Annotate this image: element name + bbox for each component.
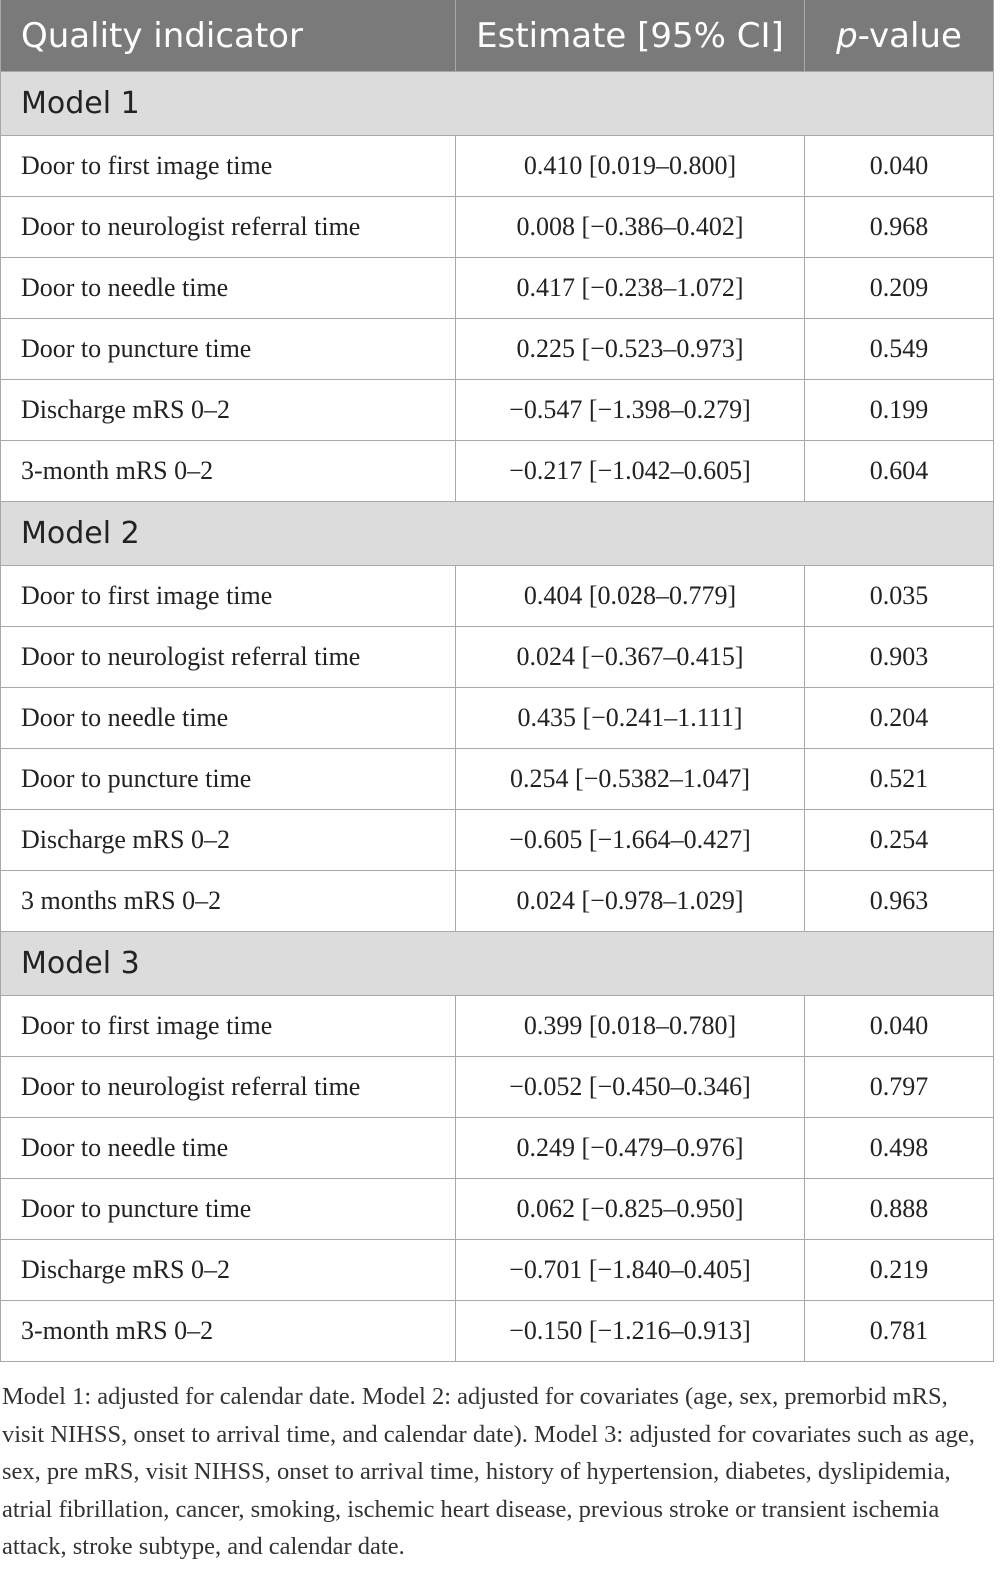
table-row	[1, 749, 994, 810]
estimate-cell: −0.605 [−1.664–0.427]	[456, 810, 805, 871]
estimate-cell: 0.249 [−0.479–0.976]	[456, 1118, 805, 1179]
table-body	[1, 72, 994, 1362]
header-estimate: Estimate [95% CI]	[456, 0, 805, 72]
estimate-cell: 0.399 [0.018–0.780]	[456, 996, 805, 1057]
estimate-cell: −0.150 [−1.216–0.913]	[456, 1301, 805, 1362]
table-row	[1, 688, 994, 749]
model-title: Model 2	[1, 502, 994, 566]
indicator-cell: Door to puncture time	[1, 1179, 456, 1240]
p-value-cell: 0.549	[805, 319, 994, 380]
table-row	[1, 197, 994, 258]
indicator-cell: Door to neurologist referral time	[1, 197, 456, 258]
indicator-cell: Door to puncture time	[1, 319, 456, 380]
p-value-cell: 0.968	[805, 197, 994, 258]
p-value-cell: 0.199	[805, 380, 994, 441]
header-quality-indicator: Quality indicator	[1, 0, 456, 72]
p-value-cell: 0.035	[805, 566, 994, 627]
indicator-cell: Door to neurologist referral time	[1, 1057, 456, 1118]
p-value-cell: 0.963	[805, 871, 994, 932]
estimate-cell: 0.008 [−0.386–0.402]	[456, 197, 805, 258]
indicator-cell: Door to first image time	[1, 996, 456, 1057]
indicator-cell: Door to puncture time	[1, 749, 456, 810]
table-row	[1, 566, 994, 627]
table-row	[1, 1301, 994, 1362]
table-row	[1, 996, 994, 1057]
table-row	[1, 1057, 994, 1118]
indicator-cell: Door to needle time	[1, 1118, 456, 1179]
p-value-cell: 0.209	[805, 258, 994, 319]
p-value-cell: 0.604	[805, 441, 994, 502]
indicator-cell: 3 months mRS 0–2	[1, 871, 456, 932]
p-value-cell: 0.254	[805, 810, 994, 871]
indicator-cell: Discharge mRS 0–2	[1, 810, 456, 871]
indicator-cell: Door to needle time	[1, 688, 456, 749]
p-value-cell: 0.797	[805, 1057, 994, 1118]
header-p-rest: -value	[857, 15, 962, 56]
table-row	[1, 136, 994, 197]
indicator-cell: 3-month mRS 0–2	[1, 441, 456, 502]
estimate-cell: 0.410 [0.019–0.800]	[456, 136, 805, 197]
p-value-cell: 0.040	[805, 136, 994, 197]
indicator-cell: Discharge mRS 0–2	[1, 1240, 456, 1301]
indicator-cell: Door to needle time	[1, 258, 456, 319]
p-value-cell: 0.040	[805, 996, 994, 1057]
model-group-header	[1, 932, 994, 996]
model-title: Model 1	[1, 72, 994, 136]
estimate-cell: 0.417 [−0.238–1.072]	[456, 258, 805, 319]
estimate-cell: 0.225 [−0.523–0.973]	[456, 319, 805, 380]
table-row	[1, 319, 994, 380]
model-group-header	[1, 502, 994, 566]
table-row	[1, 810, 994, 871]
header-p-value	[805, 0, 994, 72]
header-p-italic: p	[836, 15, 858, 56]
estimate-cell: 0.404 [0.028–0.779]	[456, 566, 805, 627]
p-value-cell: 0.219	[805, 1240, 994, 1301]
estimate-cell: −0.701 [−1.840–0.405]	[456, 1240, 805, 1301]
p-value-cell: 0.521	[805, 749, 994, 810]
p-value-cell: 0.498	[805, 1118, 994, 1179]
estimate-cell: −0.547 [−1.398–0.279]	[456, 380, 805, 441]
p-value-cell: 0.903	[805, 627, 994, 688]
estimate-cell: −0.217 [−1.042–0.605]	[456, 441, 805, 502]
estimate-cell: 0.254 [−0.5382–1.047]	[456, 749, 805, 810]
table-row	[1, 1118, 994, 1179]
p-value-cell: 0.781	[805, 1301, 994, 1362]
table-row	[1, 441, 994, 502]
indicator-cell: Door to first image time	[1, 566, 456, 627]
model-title: Model 3	[1, 932, 994, 996]
model-group-header	[1, 72, 994, 136]
estimate-cell: 0.062 [−0.825–0.950]	[456, 1179, 805, 1240]
table-row	[1, 380, 994, 441]
p-value-cell: 0.204	[805, 688, 994, 749]
indicator-cell: Door to first image time	[1, 136, 456, 197]
table-row	[1, 871, 994, 932]
header-row	[1, 0, 994, 72]
estimate-cell: −0.052 [−0.450–0.346]	[456, 1057, 805, 1118]
table-row	[1, 1179, 994, 1240]
indicator-cell: 3-month mRS 0–2	[1, 1301, 456, 1362]
estimate-cell: 0.435 [−0.241–1.111]	[456, 688, 805, 749]
estimate-cell: 0.024 [−0.978–1.029]	[456, 871, 805, 932]
table-footnote: Model 1: adjusted for calendar date. Model 2: adjusted for covariates (age, sex, premorbid mRS, visit NIHSS, onset to arrival time, and calendar date). Model 3: adjusted for covariates such as age, sex, pre mRS, visit NIHSS, onset to arrival time, history of hypertension, diabetes, dyslipidemia, atrial fibrillation, cancer, smoking, ischemic heart disease, previous stroke or transient ischemia attack, stroke subtype, and calendar date.	[2, 1383, 975, 1560]
estimate-cell: 0.024 [−0.367–0.415]	[456, 627, 805, 688]
table-row	[1, 627, 994, 688]
p-value-cell: 0.888	[805, 1179, 994, 1240]
indicator-cell: Discharge mRS 0–2	[1, 380, 456, 441]
table-row	[1, 1240, 994, 1301]
table-row	[1, 258, 994, 319]
indicator-cell: Door to neurologist referral time	[1, 627, 456, 688]
